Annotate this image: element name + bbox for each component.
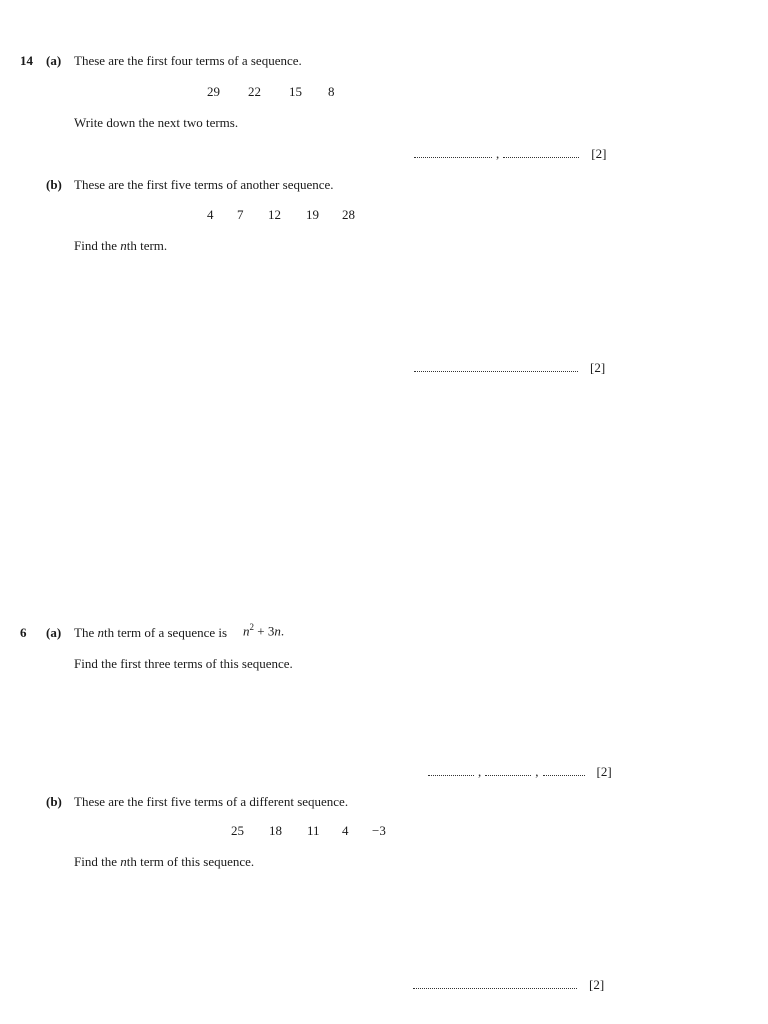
sequence-6b bbox=[0, 823, 768, 839]
expression-text: + 3 bbox=[254, 623, 275, 639]
marks-14a: [2] bbox=[591, 146, 607, 161]
answer-blank[interactable] bbox=[485, 765, 531, 776]
marks-6b: [2] bbox=[589, 977, 605, 992]
part-label-6b: (b) bbox=[46, 794, 62, 809]
answer-blank[interactable] bbox=[413, 978, 577, 989]
exponent: 2 bbox=[249, 622, 254, 632]
sequence-term: 12 bbox=[268, 207, 281, 222]
sequence-term: 22 bbox=[248, 84, 261, 99]
instruction-text: Find the bbox=[74, 238, 121, 253]
sequence-term: 4 bbox=[207, 207, 214, 222]
question-text-6b: These are the first five terms of a different sequence. bbox=[74, 794, 349, 809]
answer-line-6b bbox=[413, 977, 604, 993]
instruction-6a: Find the first three terms of this sequence. bbox=[74, 656, 293, 671]
variable-n: n bbox=[120, 854, 127, 869]
question-text: th term of a sequence is bbox=[103, 625, 228, 640]
question-text-14a: These are the first four terms of a sequence. bbox=[74, 53, 302, 68]
part-label-14b: (b) bbox=[46, 177, 62, 192]
variable-n: n bbox=[120, 238, 127, 253]
instruction-text: Find the bbox=[74, 854, 121, 869]
sequence-term: −3 bbox=[372, 823, 386, 838]
sequence-term: 11 bbox=[307, 823, 320, 838]
expression-6a bbox=[243, 622, 284, 639]
sequence-term: 19 bbox=[306, 207, 319, 222]
sequence-term: 8 bbox=[328, 84, 335, 99]
answer-separator: , bbox=[535, 764, 539, 779]
instruction-14b bbox=[74, 238, 167, 254]
variable-n: n bbox=[243, 623, 250, 639]
expression-text: . bbox=[280, 623, 285, 639]
sequence-14a bbox=[0, 84, 768, 100]
answer-line-6a bbox=[428, 764, 612, 780]
instruction-14a: Write down the next two terms. bbox=[74, 115, 239, 130]
answer-blank[interactable] bbox=[414, 361, 578, 372]
marks-6a: [2] bbox=[596, 764, 612, 779]
part-label-6a: (a) bbox=[46, 625, 62, 640]
answer-separator: , bbox=[496, 146, 500, 161]
instruction-text: th term. bbox=[126, 238, 168, 253]
instruction-text: th term of this sequence. bbox=[126, 854, 255, 869]
question-text: The bbox=[74, 625, 98, 640]
instruction-6b bbox=[74, 854, 254, 870]
sequence-term: 28 bbox=[342, 207, 355, 222]
answer-blank[interactable] bbox=[503, 147, 579, 158]
answer-blank[interactable] bbox=[428, 765, 474, 776]
sequence-14b bbox=[0, 207, 768, 223]
question-number-6: 6 bbox=[20, 625, 27, 640]
sequence-term: 25 bbox=[231, 823, 244, 838]
answer-line-14a bbox=[414, 146, 606, 162]
answer-blank[interactable] bbox=[543, 765, 585, 776]
sequence-term: 29 bbox=[207, 84, 220, 99]
variable-n: n bbox=[97, 625, 104, 640]
marks-14b: [2] bbox=[590, 360, 606, 375]
part-label-14a: (a) bbox=[46, 53, 62, 68]
sequence-term: 4 bbox=[342, 823, 349, 838]
question-text-6a bbox=[74, 625, 227, 641]
sequence-term: 18 bbox=[269, 823, 282, 838]
question-text-14b: These are the first five terms of another sequence. bbox=[74, 177, 334, 192]
answer-separator: , bbox=[478, 764, 482, 779]
question-number-14: 14 bbox=[20, 53, 33, 68]
variable-n: n bbox=[274, 623, 281, 639]
answer-line-14b bbox=[414, 360, 605, 376]
sequence-term: 7 bbox=[237, 207, 244, 222]
answer-blank[interactable] bbox=[414, 147, 492, 158]
sequence-term: 15 bbox=[289, 84, 302, 99]
